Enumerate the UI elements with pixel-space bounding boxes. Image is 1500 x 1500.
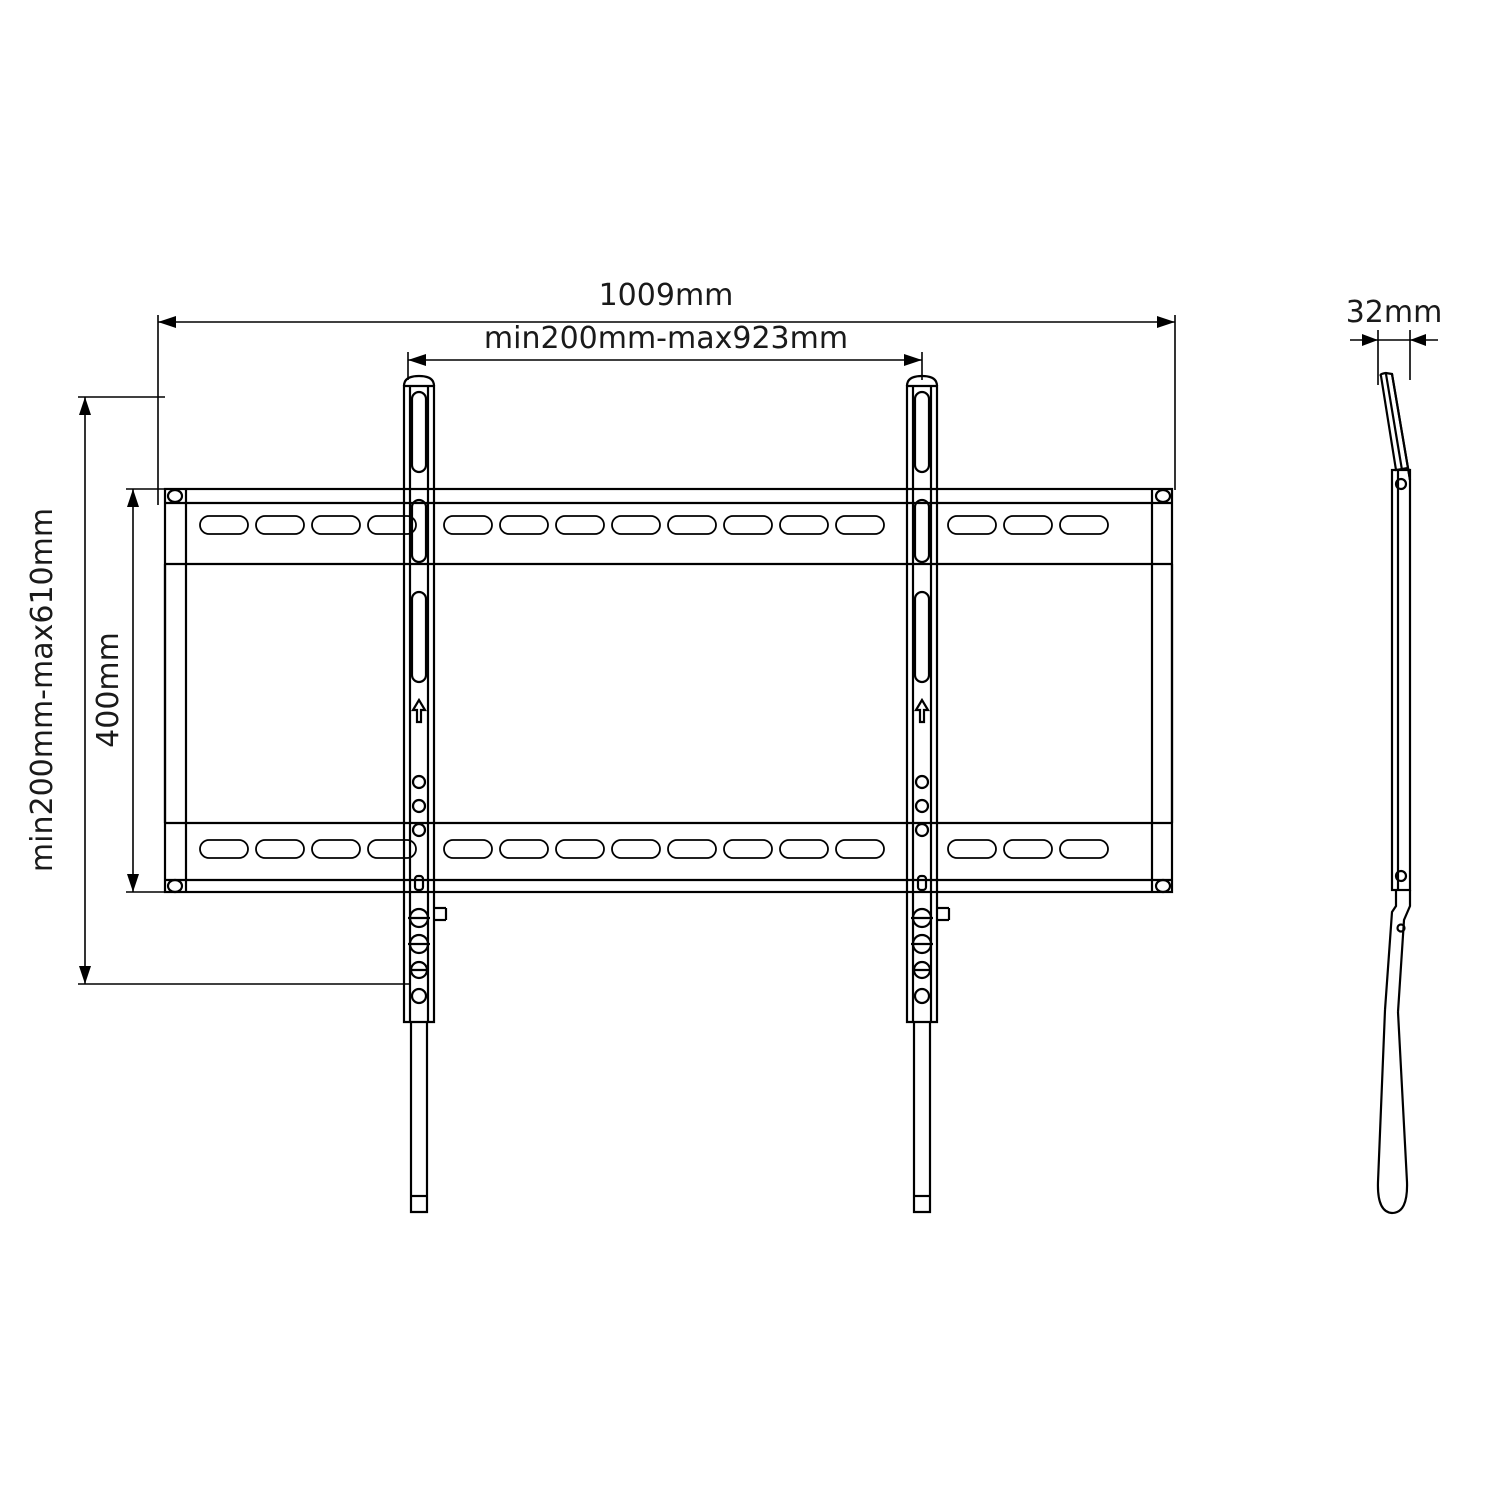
label-plate-height: 400mm (91, 632, 126, 748)
vertical-arm-left (404, 376, 446, 1212)
dimension-depth (1350, 330, 1438, 385)
label-overall-width: 1009mm (598, 278, 734, 313)
vertical-arm-right (907, 376, 949, 1212)
wall-plate-outline (165, 489, 1172, 892)
dimension-pattern-width (408, 352, 922, 380)
wall-plate-bottom-slots (200, 840, 1108, 858)
label-pattern-width: min200mm-max923mm (483, 321, 849, 356)
plate-corner-holes (168, 490, 1170, 892)
dimension-plate-height (126, 489, 170, 892)
side-view-profile (1378, 373, 1410, 1213)
label-overall-height: min200mm-max610mm (25, 507, 60, 873)
dimension-overall-height (78, 397, 410, 984)
label-depth: 32mm (1345, 295, 1443, 330)
wall-plate-top-slots (200, 516, 1108, 534)
